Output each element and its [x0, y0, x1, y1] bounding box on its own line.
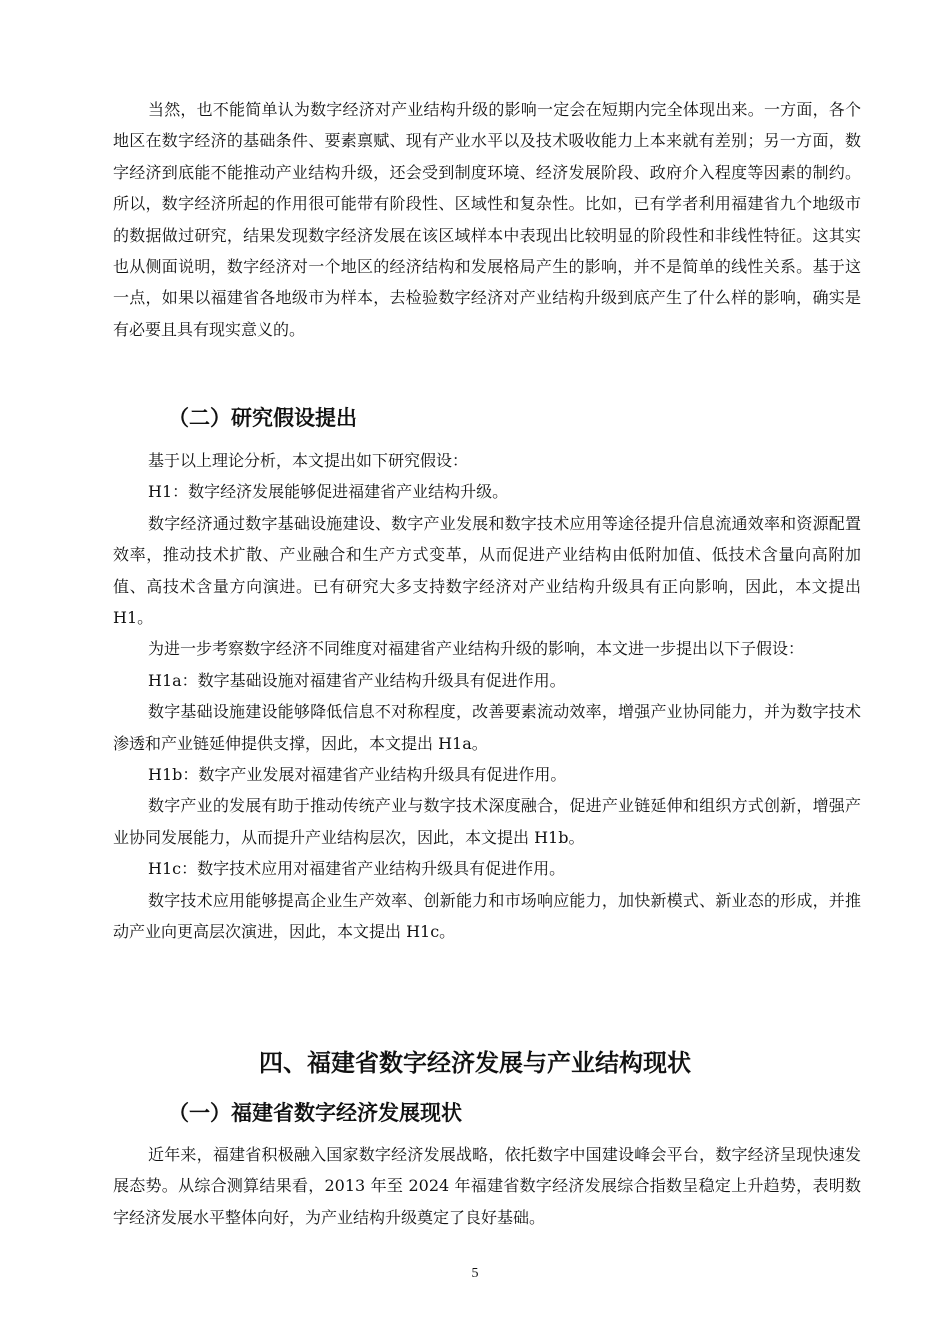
page-number: 5 — [471, 1266, 479, 1281]
paragraph: 数字基础设施建设能够降低信息不对称程度，改善要素流动效率，增强产业协同能力，并为数字技术渗透和产业链延伸提供支撑，因此，本文提出 H1a。 — [113, 702, 861, 753]
hypothesis: H1a：数字基础设施对福建省产业结构升级具有促进作用。 — [148, 670, 566, 690]
hypothesis: H1：数字经济发展能够促进福建省产业结构升级。 — [148, 482, 509, 502]
body-block-2 — [113, 445, 861, 948]
paragraph: 数字经济通过数字基础设施建设、数字产业发展和数字技术应用等途径提升信息流通效率和资源配置效率，推动技术扩散、产业融合和生产方式变革，从而促进产业结构由低附加值、低技术含量向高附加值、高技术含量方向演进。已有研究大多支持数字经济对产业结构升级具有正向影响，因此，本文提出 H1。 — [113, 513, 861, 628]
chapter-heading: 四、福建省数字经济发展与产业结构现状 — [259, 1049, 691, 1077]
section-heading: （二）研究假设提出 — [168, 406, 357, 430]
paragraph: 为进一步考察数字经济不同维度对福建省产业结构升级的影响，本文进一步提出以下子假设： — [148, 639, 805, 659]
hypothesis: H1c：数字技术应用对福建省产业结构升级具有促进作用。 — [148, 859, 566, 879]
paragraph: 近年来，福建省积极融入国家数字经济发展战略，依托数字中国建设峰会平台，数字经济呈现快速发展态势。从综合测算结果看，2013 年至 2024 年福建省数字经济发展综合指数呈稳定上升趋势，表明数字经济发展水平整体向好，为产业结构升级奠定了良好基础。 — [113, 1145, 861, 1227]
section-heading: （一）福建省数字经济发展现状 — [168, 1101, 462, 1125]
paragraph: 基于以上理论分析，本文提出如下研究假设： — [148, 451, 469, 470]
paragraph: 数字产业的发展有助于推动传统产业与数字技术深度融合，促进产业链延伸和组织方式创新，增强产业协同发展能力，从而提升产业结构层次，因此，本文提出 H1b。 — [113, 796, 861, 847]
body-block-1 — [113, 94, 861, 345]
body-block-3 — [113, 1139, 861, 1233]
hypothesis: H1b：数字产业发展对福建省产业结构升级具有促进作用。 — [148, 765, 567, 785]
paragraph: 当然，也不能简单认为数字经济对产业结构升级的影响一定会在短期内完全体现出来。一方面，各个地区在数字经济的基础条件、要素禀赋、现有产业水平以及技术吸收能力上本来就有差别；另一方面，数字经济到底能不能推动产业结构升级，还会受到制度环境、经济发展阶段、政府介入程度等因素的制约。所以，数字经济所起的作用很可能带有阶段性、区域性和复杂性。比如，已有学者利用福建省九个地级市的数据做过研究，结果发现数字经济发展在该区域样本中表现出比较明显的阶段性和非线性特征。这其实也从侧面说明，数字经济对一个地区的经济结构和发展格局产生的影响，并不是简单的线性关系。基于这一点，如果以福建省各地级市为样本，去检验数字经济对产业结构升级到底产生了什么样的影响，确实是有必要且具有现实意义的。 — [113, 100, 861, 339]
paragraph: 数字技术应用能够提高企业生产效率、创新能力和市场响应能力，加快新模式、新业态的形成，并推动产业向更高层次演进，因此，本文提出 H1c。 — [113, 890, 861, 942]
